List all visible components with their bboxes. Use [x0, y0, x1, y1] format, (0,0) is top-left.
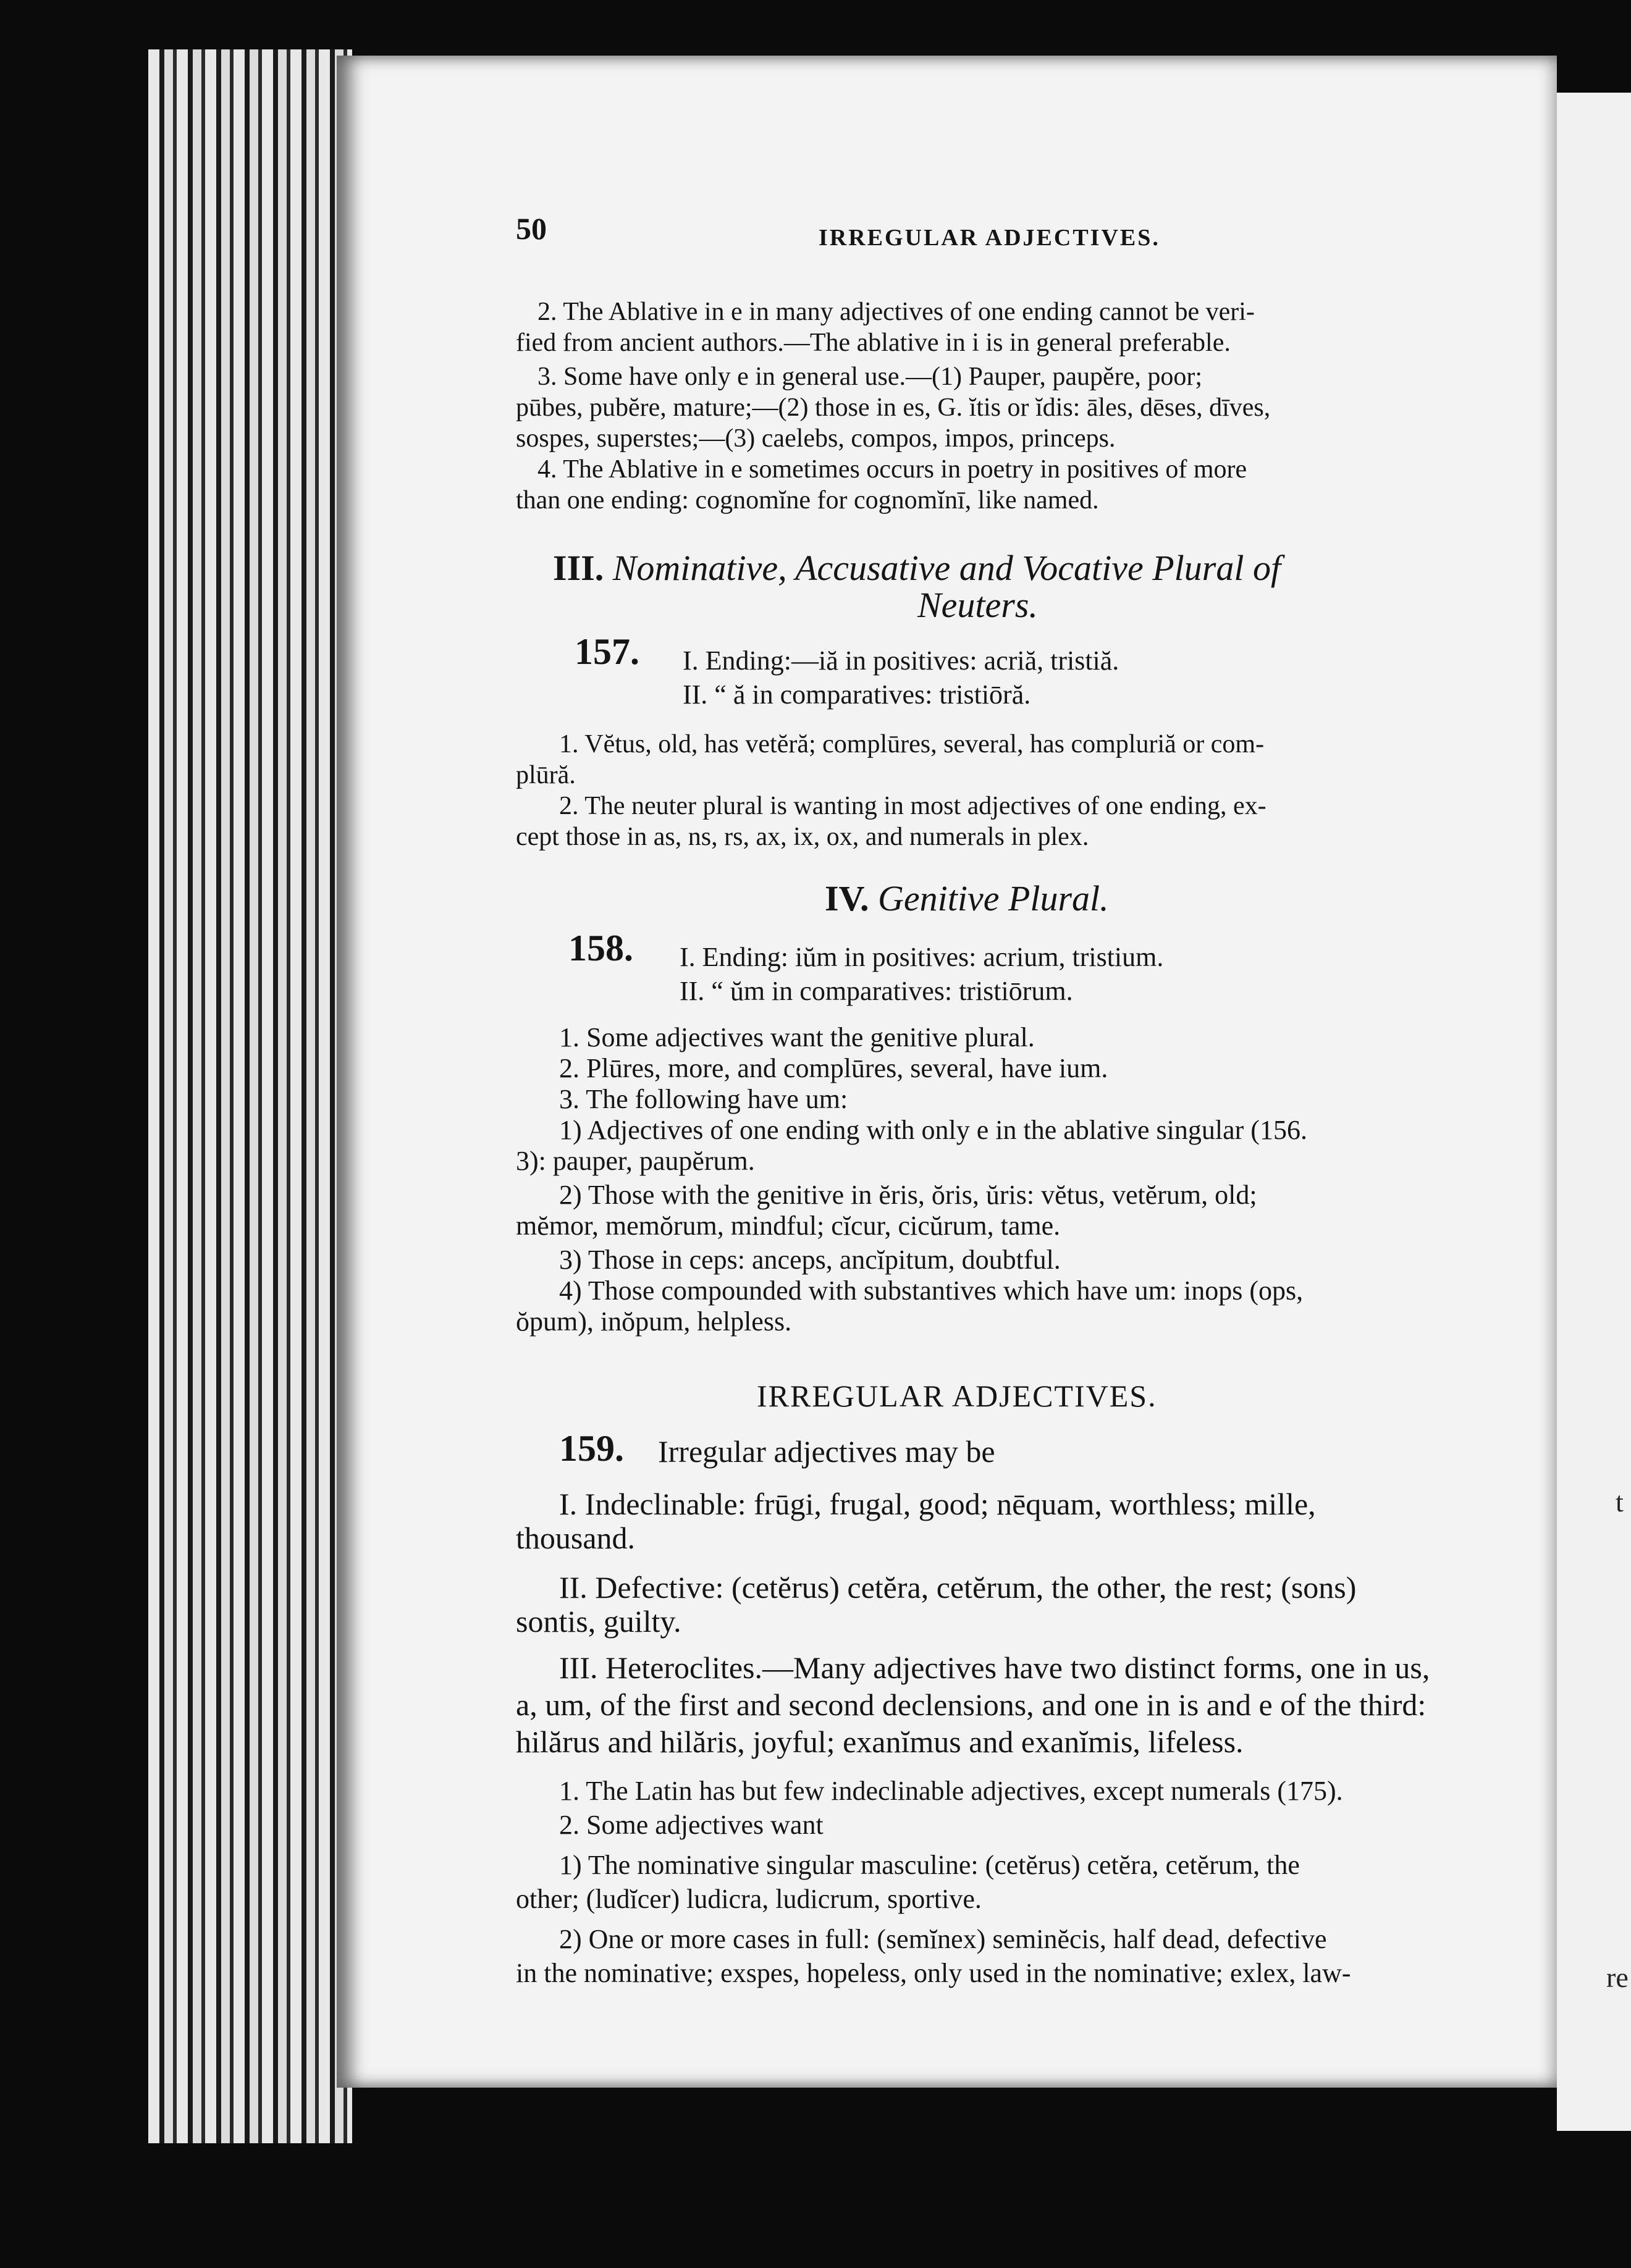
text-line: 4) Those compounded with substantives which have um: inops (ops, [559, 1275, 1304, 1306]
text-line: II. Defective: (cetĕrus) cetĕra, cetĕrum, the other, the rest; (sons) [559, 1570, 1357, 1605]
ending-line: II. “ ă in comparatives: tristiōră. [683, 679, 1031, 710]
text-line: III. Heteroclites.—Many adjectives have two distinct forms, one in us, [559, 1650, 1430, 1685]
chapter-heading: IRREGULAR ADJECTIVES. [757, 1379, 1157, 1413]
text-line: other; (ludĭcer) ludicra, ludicrum, sportive. [516, 1884, 982, 1914]
text-line: 1. Vĕtus, old, has vetĕră; complūres, several, has compluriă or com- [559, 730, 1265, 758]
section-heading-numeral: IV. [825, 878, 869, 918]
text-line: 2. The neuter plural is wanting in most adjectives of one ending, ex- [559, 792, 1266, 820]
text-line: sospes, superstes;—(3) caelebs, compos, impos, princeps. [516, 424, 1116, 453]
page-number: 50 [516, 211, 547, 246]
text-line: 1) Adjectives of one ending with only e in the ablative singular (156. [559, 1115, 1307, 1145]
text-line: 3) Those in ceps: anceps, ancĭpitum, doubtful. [559, 1245, 1061, 1275]
text-line: 3): pauper, paupĕrum. [516, 1146, 755, 1176]
text-line: 1. The Latin has but few indeclinable adjectives, except numerals (175). [559, 1776, 1343, 1806]
text-line: ŏpum), inŏpum, helpless. [516, 1306, 792, 1337]
text-line: Irregular adjectives may be [658, 1434, 995, 1469]
text-line: 1) The nominative singular masculine: (cetĕrus) cetĕra, cetĕrum, the [559, 1850, 1300, 1880]
section-heading-3 [553, 548, 1281, 588]
section-heading-numeral: III. [553, 548, 604, 588]
text-line: 2) Those with the genitive in ĕris, ŏris, ŭris: vĕtus, vetĕrum, old; [559, 1180, 1257, 1210]
text-line: 3. Some have only e in general use.—(1) Pauper, paupĕre, poor; [537, 363, 1202, 391]
text-line: 1. Some adjectives want the genitive plural. [559, 1022, 1035, 1052]
text-line: plūră. [516, 761, 576, 789]
section-number-157: 157. [575, 631, 639, 672]
text-line: cept those in as, ns, rs, ax, ix, ox, and numerals in plex. [516, 823, 1089, 851]
text-line: in the nominative; exspes, hopeless, only used in the nominative; exlex, law- [516, 1958, 1351, 1988]
text-line: I. Indeclinable: frūgi, frugal, good; nēquam, worthless; mille, [559, 1487, 1316, 1521]
text-line: 2. Plūres, more, and complūres, several, have ium. [559, 1053, 1108, 1083]
section-number-159: 159. [559, 1428, 624, 1469]
running-head-title: IRREGULAR ADJECTIVES. [819, 225, 1160, 251]
text-line: hilărus and hilăris, joyful; exanĭmus and exanĭmis, lifeless. [516, 1724, 1244, 1759]
text-line: mĕmor, memŏrum, mindful; cĭcur, cicŭrum, tame. [516, 1211, 1061, 1241]
text-line: 2) One or more cases in full: (semĭnex) seminĕcis, half dead, defective [559, 1924, 1327, 1954]
ending-line: I. Ending: iŭm in positives: acrium, tristium. [680, 942, 1164, 972]
section-heading-3-continued: Neuters. [917, 585, 1038, 625]
text-line: sontis, guilty. [516, 1604, 681, 1639]
facing-page-strip [1557, 93, 1631, 2131]
book-page-edges [148, 49, 352, 2143]
text-line: thousand. [516, 1521, 636, 1555]
text-line: 2. Some adjectives want [559, 1810, 824, 1840]
text-line: 4. The Ablative in e sometimes occurs in poetry in positives of more [537, 455, 1247, 484]
text-line: a, um, of the first and second declensions, and one in is and e of the third: [516, 1687, 1427, 1722]
text-line: 2. The Ablative in e in many adjectives of one ending cannot be veri- [537, 298, 1255, 326]
ending-line: I. Ending:—iă in positives: acriă, tristiă. [683, 645, 1119, 676]
section-heading-4 [825, 878, 1109, 918]
text-line: pūbes, pubĕre, mature;—(2) those in es, G. ĭtis or ĭdis: āles, dēses, dīves, [516, 393, 1271, 422]
ending-line: II. “ ŭm in comparatives: tristiōrum. [680, 976, 1073, 1006]
text-line: 3. The following have um: [559, 1084, 848, 1114]
page-text [516, 0, 1486, 2268]
facing-page-fragment: t [1616, 1486, 1624, 1518]
section-number-158: 158. [568, 928, 633, 968]
text-line: fied from ancient authors.—The ablative in i is in general preferable. [516, 329, 1231, 357]
facing-page-fragment: re [1606, 1962, 1629, 1993]
section-heading-text: Nominative, Accusative and Vocative Plural of [612, 548, 1281, 588]
section-heading-text: Genitive Plural. [877, 878, 1109, 918]
text-line: than one ending: cognomĭne for cognomĭnī, like named. [516, 486, 1099, 514]
